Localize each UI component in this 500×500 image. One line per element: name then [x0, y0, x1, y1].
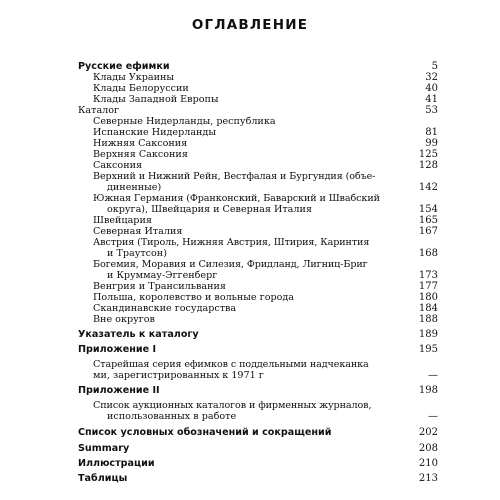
toc-entry-page: 125 [418, 149, 438, 160]
toc-entry-title: Саксония [93, 160, 143, 171]
toc-entry-title: использованных в работе [107, 411, 237, 422]
toc-entry-title: Швейцария [93, 215, 152, 226]
page-title: ОГЛАВЛЕНИЕ [191, 17, 309, 33]
toc-entry-page: 32 [425, 72, 438, 83]
toc-entry-title: Указатель к каталогу [78, 329, 199, 340]
toc-entry-title: Северная Италия [93, 226, 183, 237]
toc-entry-title: Испанские Нидерланды [93, 127, 216, 138]
toc-entry-title: Скандинавские государства [93, 303, 237, 314]
toc-entry-title: Южная Германия (Франконский, Баварский и Швабский [93, 193, 380, 204]
toc-entry-title: Клады Украины [93, 72, 175, 83]
toc-entry-page: 188 [418, 314, 438, 325]
toc-entry-page: 177 [418, 281, 438, 292]
toc-entry-title: Северные Нидерланды, республика [93, 116, 276, 127]
toc-entry-title: Верхний и Нижний Рейн, Вестфалая и Бургундия (объе- [93, 171, 376, 182]
toc-entry-page: 184 [418, 303, 438, 314]
toc-entry-title: Венгрия и Трансильвания [93, 281, 226, 292]
toc-entry-page: 5 [431, 61, 438, 72]
toc-entry-title: Таблицы [78, 473, 128, 484]
toc-entry-title: Клады Западной Европы [93, 94, 219, 105]
toc-entry-title: и Траутсон) [107, 248, 167, 259]
toc-entry-page: 213 [418, 473, 438, 484]
toc-entry-title: Приложение I [78, 344, 157, 355]
toc-entry-page: 154 [418, 204, 438, 215]
toc-entry-title: диненные) [107, 182, 162, 193]
toc-entry-page: 41 [425, 94, 438, 105]
toc-entry-page: 128 [418, 160, 438, 171]
toc-entry-page: 40 [425, 83, 438, 94]
toc-entry-title: округа), Швейцария и Северная Италия [107, 204, 312, 215]
toc-entry-title: Клады Белоруссии [93, 83, 189, 94]
toc-entry-page: 189 [418, 329, 438, 340]
toc-entry-page: 208 [418, 443, 438, 454]
toc-entry-page: 202 [418, 427, 438, 438]
toc-entry-title: ми, зарегистрированных к 1971 г [93, 370, 264, 381]
toc-entry-page: 53 [425, 105, 438, 116]
toc-entry-page: 180 [418, 292, 438, 303]
toc-entry-title: Австрия (Тироль, Нижняя Австрия, Штирия, Каринтия [93, 237, 370, 248]
toc-entry-page: 81 [425, 127, 438, 138]
toc-entry-title: Список аукционных каталогов и фирменных журналов, [93, 400, 372, 411]
toc-entry-page: 210 [418, 458, 438, 469]
toc-entry-page: 173 [418, 270, 438, 281]
toc-entry-title: Старейшая серия ефимков с поддельными надчеканка [93, 359, 369, 370]
toc-entry-page: — [428, 411, 438, 422]
toc-entry-title: Польша, королевство и вольные города [93, 292, 295, 303]
toc-entry-page: 142 [418, 182, 438, 193]
toc-entry-title: Приложение II [78, 385, 160, 396]
toc-entry-page: 167 [418, 226, 438, 237]
toc-entry-page: 195 [418, 344, 438, 355]
toc-entry-title: Иллюстрации [78, 458, 155, 469]
toc-entry-title: и Круммау-Эггенберг [107, 270, 218, 281]
toc-entry-page: 198 [418, 385, 438, 396]
toc-entry-title: Русские ефимки [78, 61, 170, 72]
toc-entry-title: Нижняя Саксония [93, 138, 188, 149]
toc-entry-page: — [428, 370, 438, 381]
toc-entry-title: Каталог [78, 105, 120, 116]
toc-entry-title: Список условных обозначений и сокращений [78, 427, 332, 438]
toc-entry-title: Богемия, Моравия и Силезия, Фридланд, Лигниц-Бриг [93, 259, 368, 270]
toc-entry-title: Вне округов [93, 314, 155, 325]
toc-entry-title: Summary [78, 443, 130, 454]
toc-entry-page: 165 [418, 215, 438, 226]
toc-entry-page: 99 [425, 138, 438, 149]
toc-entry-title: Верхняя Саксония [93, 149, 188, 160]
toc-entry-page: 168 [418, 248, 438, 259]
